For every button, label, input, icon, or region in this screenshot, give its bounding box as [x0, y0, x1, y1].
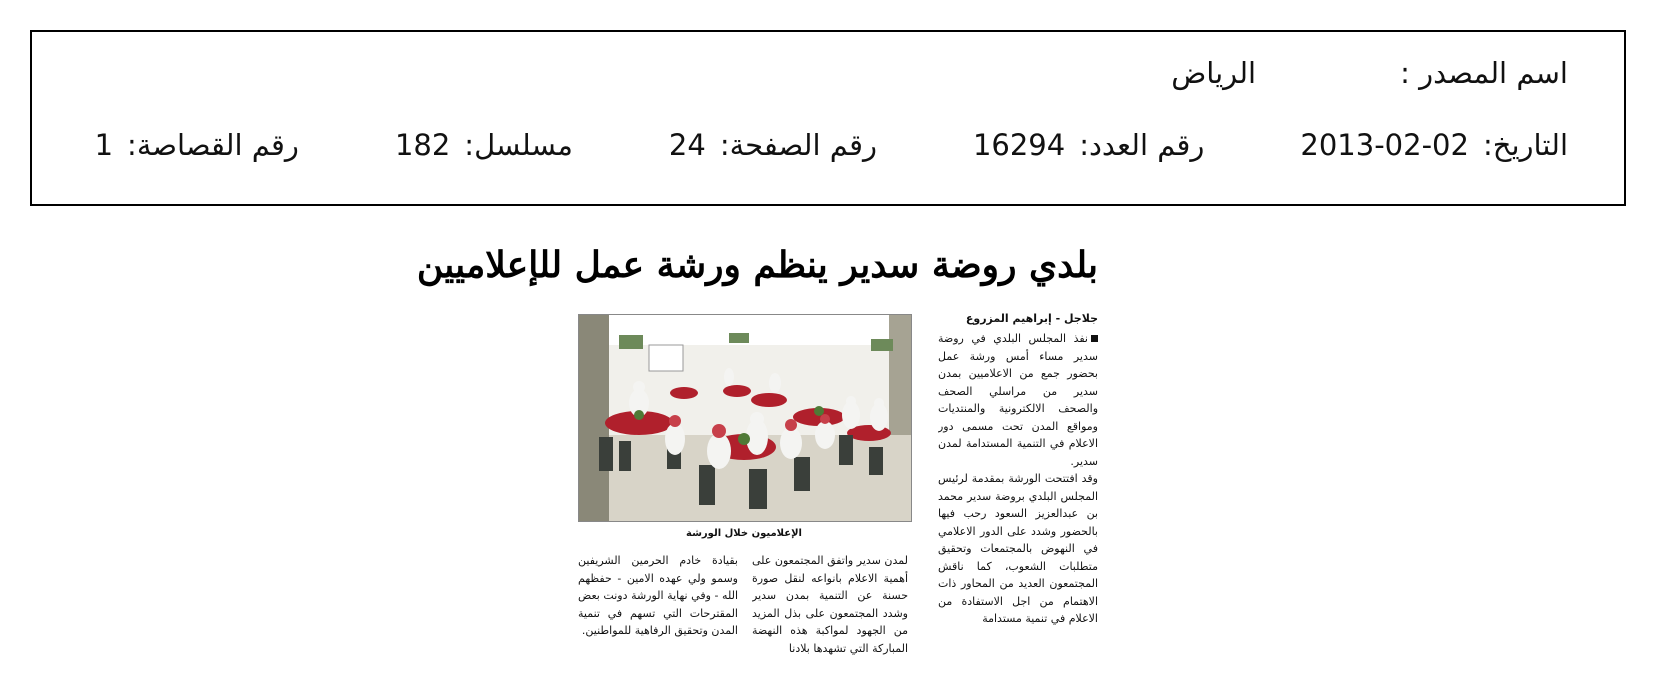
date-field: [1300, 128, 1568, 162]
issue-value: 16294: [972, 128, 1066, 162]
serial-field: [395, 128, 573, 162]
details-row: [95, 128, 1568, 162]
serial-label: مسلسل:: [464, 128, 573, 162]
article-column-left: بقيادة خادم الحرمين الشريفين وسمو ولي عهده الامين - حفظهم الله - وفي نهاية الورشة دونت بعض المقترحات التي تسهم في تنمية المدن وتحقيق الرفاهية للمواطنين.: [578, 554, 738, 637]
clip-number-field: [95, 128, 299, 162]
source-row: [1171, 56, 1568, 90]
article-headline: بلدي روضة سدير ينظم ورشة عمل للإعلاميين: [416, 244, 1098, 286]
article-photo: [578, 314, 912, 522]
page-field: [669, 128, 877, 162]
date-label: التاريخ:: [1482, 128, 1568, 162]
paragraph: نفذ المجلس البلدي في روضة سدير مساء أمس ورشة عمل بحضور جمع من الاعلاميين بمدن سدير من مراسلي الصحف والصحف الالكترونية والمنتديات ومواقع المدن تحت مسمى دور الاعلام في التنمية المستدامة لمدن سدير.: [938, 332, 1098, 468]
article-byline: جلاجل - إبراهيم المزروع: [965, 312, 1098, 325]
clip-number-value: 1: [94, 128, 114, 162]
issue-field: [973, 128, 1204, 162]
issue-label: رقم العدد:: [1079, 128, 1205, 162]
page-value: 24: [668, 128, 706, 162]
photo-caption: الإعلاميون خلال الورشة: [686, 528, 802, 539]
paragraph: وقد افتتحت الورشة بمقدمة لرئيس المجلس البلدي بروضة سدير محمد بن عبدالعزيز السعود رحب فيها بالحضور وشدد على الدور الاعلامي في النهوض بالمجتمعات وتحقيق متطلبات الشعوب، كما ناقش المجتمعون العديد من المحاور ذات الاهتمام من اجل الاستفادة من الاعلام في تنمية مستدامة: [938, 472, 1098, 625]
page-label: رقم الصفحة:: [719, 128, 877, 162]
date-value: 2013-02-02: [1300, 128, 1469, 162]
serial-value: 182: [394, 128, 451, 162]
clipping-metadata-box: [30, 30, 1626, 206]
article-column-middle: لمدن سدير واتفق المجتمعون على أهمية الاعلام بانواعه لنقل صورة حسنة عن التنمية بمدن سدير وشدد المجتمعون على بذل المزيد من الجهود لمواكبة هذه النهضة المباركة التي تشهدها بلادنا: [752, 554, 908, 655]
source-value: الرياض: [1171, 56, 1257, 90]
bullet-icon: [1091, 335, 1098, 342]
workshop-photo-image: [579, 315, 911, 521]
article-column-right: [938, 330, 1098, 670]
source-label: اسم المصدر :: [1400, 56, 1568, 90]
clip-number-label: رقم القصاصة:: [127, 128, 299, 162]
newspaper-clipping: [416, 236, 1098, 676]
